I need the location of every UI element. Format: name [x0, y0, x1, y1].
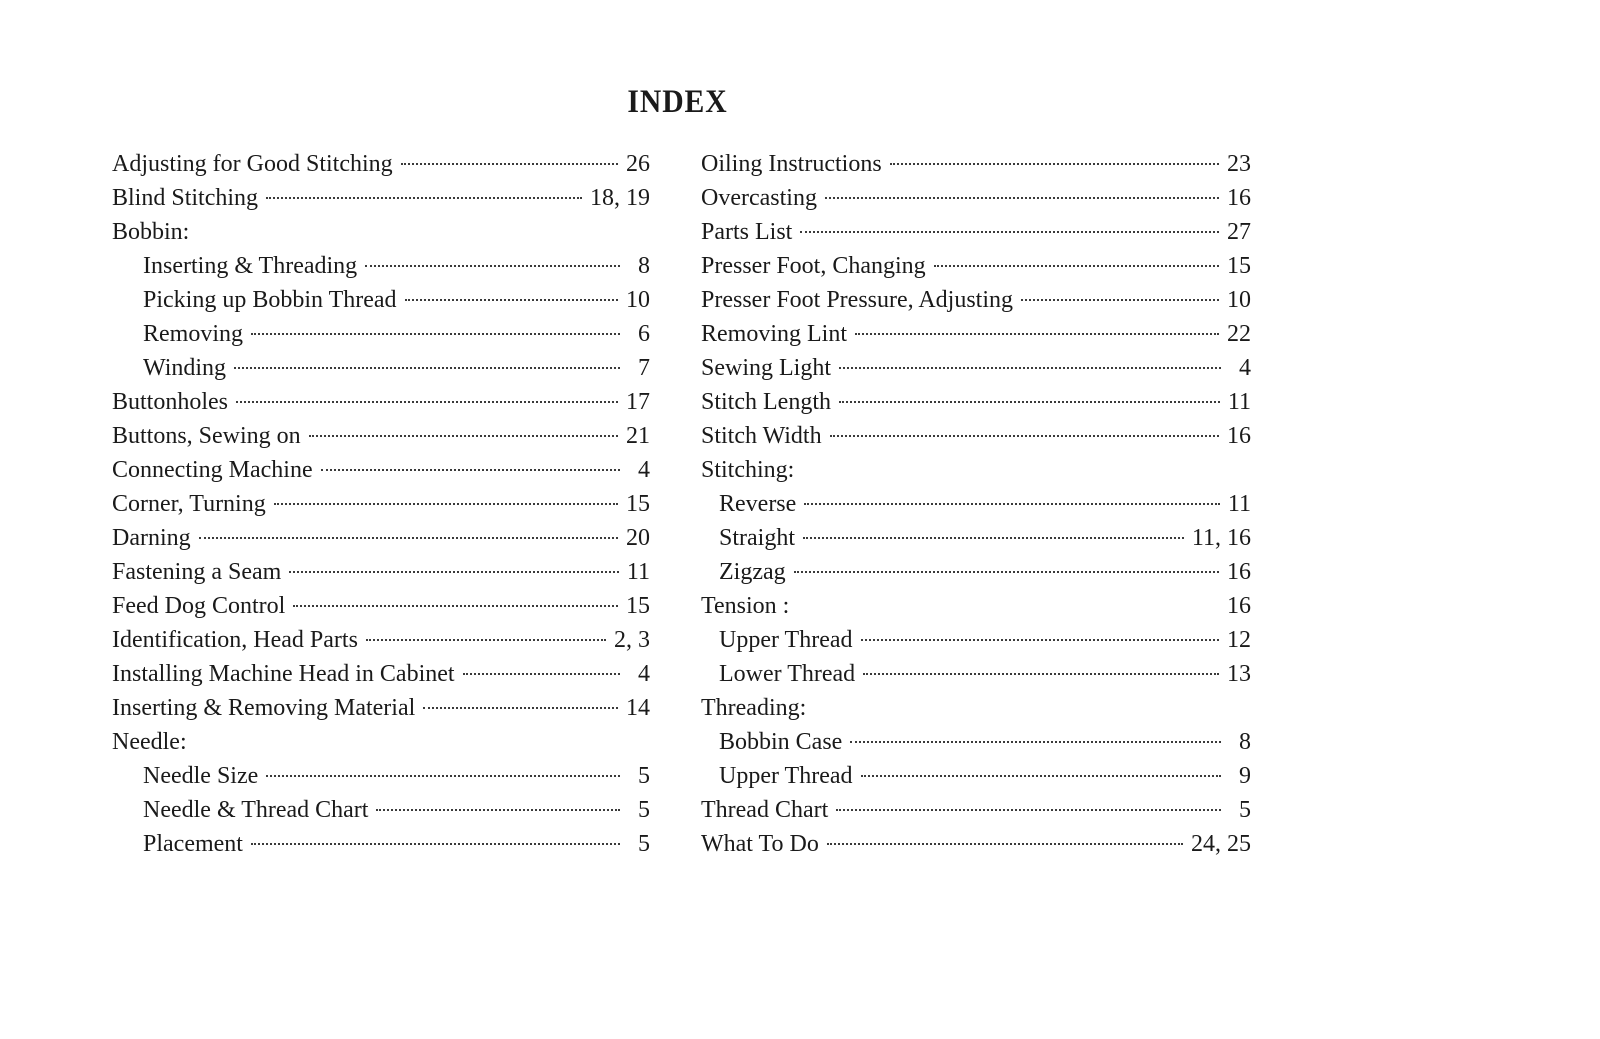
- dot-leader: [800, 231, 1219, 233]
- index-entry-label: Threading:: [701, 695, 807, 721]
- dot-leader: [863, 673, 1219, 675]
- dot-leader: [836, 809, 1221, 811]
- index-entry: [112, 351, 650, 385]
- dot-leader: [236, 401, 618, 403]
- index-entry-label: Straight: [719, 525, 795, 551]
- index-entry-label: Inserting & Removing Material: [112, 695, 416, 721]
- index-entry-label: Inserting & Threading: [143, 253, 358, 279]
- dot-leader: [289, 571, 619, 573]
- index-entry-page: 11: [1227, 389, 1251, 415]
- index-entry-page: 26: [626, 151, 650, 177]
- dot-leader: [366, 639, 606, 641]
- index-entry-label: Corner, Turning: [112, 491, 266, 517]
- dot-leader: [830, 435, 1219, 437]
- index-entry-label: Winding: [143, 355, 227, 381]
- dot-leader: [861, 639, 1220, 641]
- index-entry-label: Blind Stitching: [112, 185, 259, 211]
- index-entry-page: 14: [626, 695, 650, 721]
- index-entry-label: Needle Size: [143, 763, 259, 789]
- index-entry-page: 15: [1227, 253, 1251, 279]
- index-entry-label: Presser Foot, Changing: [701, 253, 926, 279]
- dot-leader: [251, 843, 620, 845]
- index-entry-page: 16: [1227, 559, 1251, 585]
- index-heading: [112, 215, 650, 249]
- index-entry-label: Oiling Instructions: [701, 151, 882, 177]
- dot-leader: [405, 299, 618, 301]
- index-entry: [112, 419, 650, 453]
- index-entry-page: 16: [1227, 593, 1251, 619]
- index-entry-page: 11, 16: [1191, 525, 1251, 551]
- index-entry-label: Lower Thread: [719, 661, 856, 687]
- index-entry: [701, 725, 1251, 759]
- index-column-right: [701, 147, 1251, 861]
- dot-leader: [199, 537, 618, 539]
- index-heading: [701, 691, 1251, 725]
- index-entry-page: 5: [638, 831, 650, 857]
- dot-leader: [803, 537, 1184, 539]
- index-entry: [701, 385, 1251, 419]
- dot-leader: [251, 333, 620, 335]
- dot-leader: [293, 605, 618, 607]
- index-entry-label: Stitch Length: [701, 389, 831, 415]
- index-entry-page: 8: [638, 253, 650, 279]
- index-heading: [701, 453, 1251, 487]
- index-entry-page: 4: [638, 457, 650, 483]
- index-entry-label: Removing: [143, 321, 243, 347]
- index-entry: [701, 317, 1251, 351]
- index-entry: [112, 385, 650, 419]
- index-entry: [701, 555, 1251, 589]
- index-entry-label: Overcasting: [701, 185, 817, 211]
- index-entry-page: 15: [626, 491, 650, 517]
- index-entry-page: 21: [626, 423, 650, 449]
- index-entry-page: 7: [638, 355, 650, 381]
- index-entry: [701, 793, 1251, 827]
- dot-leader: [463, 673, 620, 675]
- index-entry-page: 24, 25: [1191, 831, 1251, 857]
- dot-leader: [804, 503, 1220, 505]
- dot-leader: [376, 809, 620, 811]
- index-entry: [112, 283, 650, 317]
- dot-leader: [266, 197, 582, 199]
- index-entry-label: Upper Thread: [719, 627, 853, 653]
- index-entry-page: 20: [626, 525, 650, 551]
- index-entry-label: Buttons, Sewing on: [112, 423, 301, 449]
- dot-leader: [794, 571, 1219, 573]
- dot-leader: [890, 163, 1219, 165]
- index-entry-label: Sewing Light: [701, 355, 831, 381]
- index-entry-page: 27: [1227, 219, 1251, 245]
- index-entry-page: 5: [638, 797, 650, 823]
- index-entry: [701, 181, 1251, 215]
- index-heading: [701, 589, 1251, 623]
- index-entry: [112, 147, 650, 181]
- index-entry-page: 23: [1227, 151, 1251, 177]
- index-entry-label: Buttonholes: [112, 389, 229, 415]
- dot-leader: [401, 163, 618, 165]
- index-heading: [112, 725, 650, 759]
- index-entry: [112, 589, 650, 623]
- dot-leader: [850, 741, 1221, 743]
- index-entry: [112, 793, 650, 827]
- index-entry: [701, 623, 1251, 657]
- index-entry-label: Thread Chart: [701, 797, 829, 823]
- index-entry-page: 13: [1227, 661, 1251, 687]
- index-entry: [112, 521, 650, 555]
- index-entry-page: 12: [1227, 627, 1251, 653]
- index-entry: [701, 215, 1251, 249]
- index-entry-page: 16: [1227, 185, 1251, 211]
- index-entry-page: 9: [1239, 763, 1251, 789]
- index-entry: [112, 827, 650, 861]
- dot-leader: [234, 367, 620, 369]
- dot-leader: [423, 707, 618, 709]
- index-entry-label: What To Do: [701, 831, 819, 857]
- index-entry-page: 10: [1227, 287, 1251, 313]
- index-entry-label: Stitch Width: [701, 423, 822, 449]
- index-entry-label: Reverse: [719, 491, 797, 517]
- index-entry-page: 6: [638, 321, 650, 347]
- dot-leader: [274, 503, 618, 505]
- index-entry-page: 11: [626, 559, 650, 585]
- index-entry: [112, 623, 650, 657]
- index-entry: [701, 419, 1251, 453]
- index-entry-label: Bobbin:: [112, 219, 190, 245]
- index-entry: [112, 249, 650, 283]
- index-entry-label: Needle & Thread Chart: [143, 797, 369, 823]
- index-entry-label: Adjusting for Good Stitching: [112, 151, 393, 177]
- index-entry: [112, 555, 650, 589]
- dot-leader: [1021, 299, 1219, 301]
- index-entry-page: 4: [1239, 355, 1251, 381]
- index-entry-label: Stitching:: [701, 457, 795, 483]
- dot-leader: [839, 367, 1221, 369]
- dot-leader: [266, 775, 620, 777]
- index-entry-page: 17: [626, 389, 650, 415]
- index-entry-page: 11: [1227, 491, 1251, 517]
- dot-leader: [365, 265, 620, 267]
- index-entry: [112, 453, 650, 487]
- index-entry-page: 15: [626, 593, 650, 619]
- index-entry-page: 5: [638, 763, 650, 789]
- dot-leader: [861, 775, 1222, 777]
- index-entry-label: Picking up Bobbin Thread: [143, 287, 397, 313]
- index-entry: [112, 487, 650, 521]
- index-entry-label: Needle:: [112, 729, 187, 755]
- dot-leader: [309, 435, 618, 437]
- index-entry: [701, 249, 1251, 283]
- dot-leader: [321, 469, 620, 471]
- index-entry-page: 5: [1239, 797, 1251, 823]
- index-column-left: [112, 147, 650, 861]
- index-entry-label: Fastening a Seam: [112, 559, 282, 585]
- index-entry-label: Bobbin Case: [719, 729, 843, 755]
- index-entry-page: 10: [626, 287, 650, 313]
- index-entry: [701, 759, 1251, 793]
- index-entry: [112, 759, 650, 793]
- index-entry: [112, 691, 650, 725]
- index-entry-page: 16: [1227, 423, 1251, 449]
- index-entry-page: 22: [1227, 321, 1251, 347]
- index-entry: [701, 283, 1251, 317]
- index-entry-label: Tension :: [701, 593, 790, 619]
- index-entry: [701, 827, 1251, 861]
- dot-leader: [855, 333, 1219, 335]
- index-entry-label: Identification, Head Parts: [112, 627, 358, 653]
- index-entry-label: Darning: [112, 525, 191, 551]
- index-entry-page: 4: [638, 661, 650, 687]
- index-entry: [701, 147, 1251, 181]
- page-title: INDEX: [627, 84, 728, 120]
- index-entry-page: 8: [1239, 729, 1251, 755]
- dot-leader: [934, 265, 1219, 267]
- index-entry-label: Upper Thread: [719, 763, 853, 789]
- index-entry: [701, 487, 1251, 521]
- index-entry: [112, 181, 650, 215]
- dot-leader: [839, 401, 1220, 403]
- index-entry-page: 2, 3: [614, 627, 650, 653]
- index-entry: [701, 351, 1251, 385]
- index-entry-label: Presser Foot Pressure, Adjusting: [701, 287, 1013, 313]
- dot-leader: [825, 197, 1219, 199]
- index-entry-label: Zigzag: [719, 559, 786, 585]
- index-entry-label: Feed Dog Control: [112, 593, 286, 619]
- index-entry: [701, 657, 1251, 691]
- index-entry-label: Parts List: [701, 219, 793, 245]
- index-entry: [112, 317, 650, 351]
- index-entry-label: Connecting Machine: [112, 457, 313, 483]
- index-entry: [701, 521, 1251, 555]
- index-entry-label: Placement: [143, 831, 243, 857]
- index-entry: [112, 657, 650, 691]
- dot-leader: [827, 843, 1183, 845]
- index-entry-label: Installing Machine Head in Cabinet: [112, 661, 455, 687]
- index-entry-label: Removing Lint: [701, 321, 847, 347]
- index-entry-page: 18, 19: [590, 185, 650, 211]
